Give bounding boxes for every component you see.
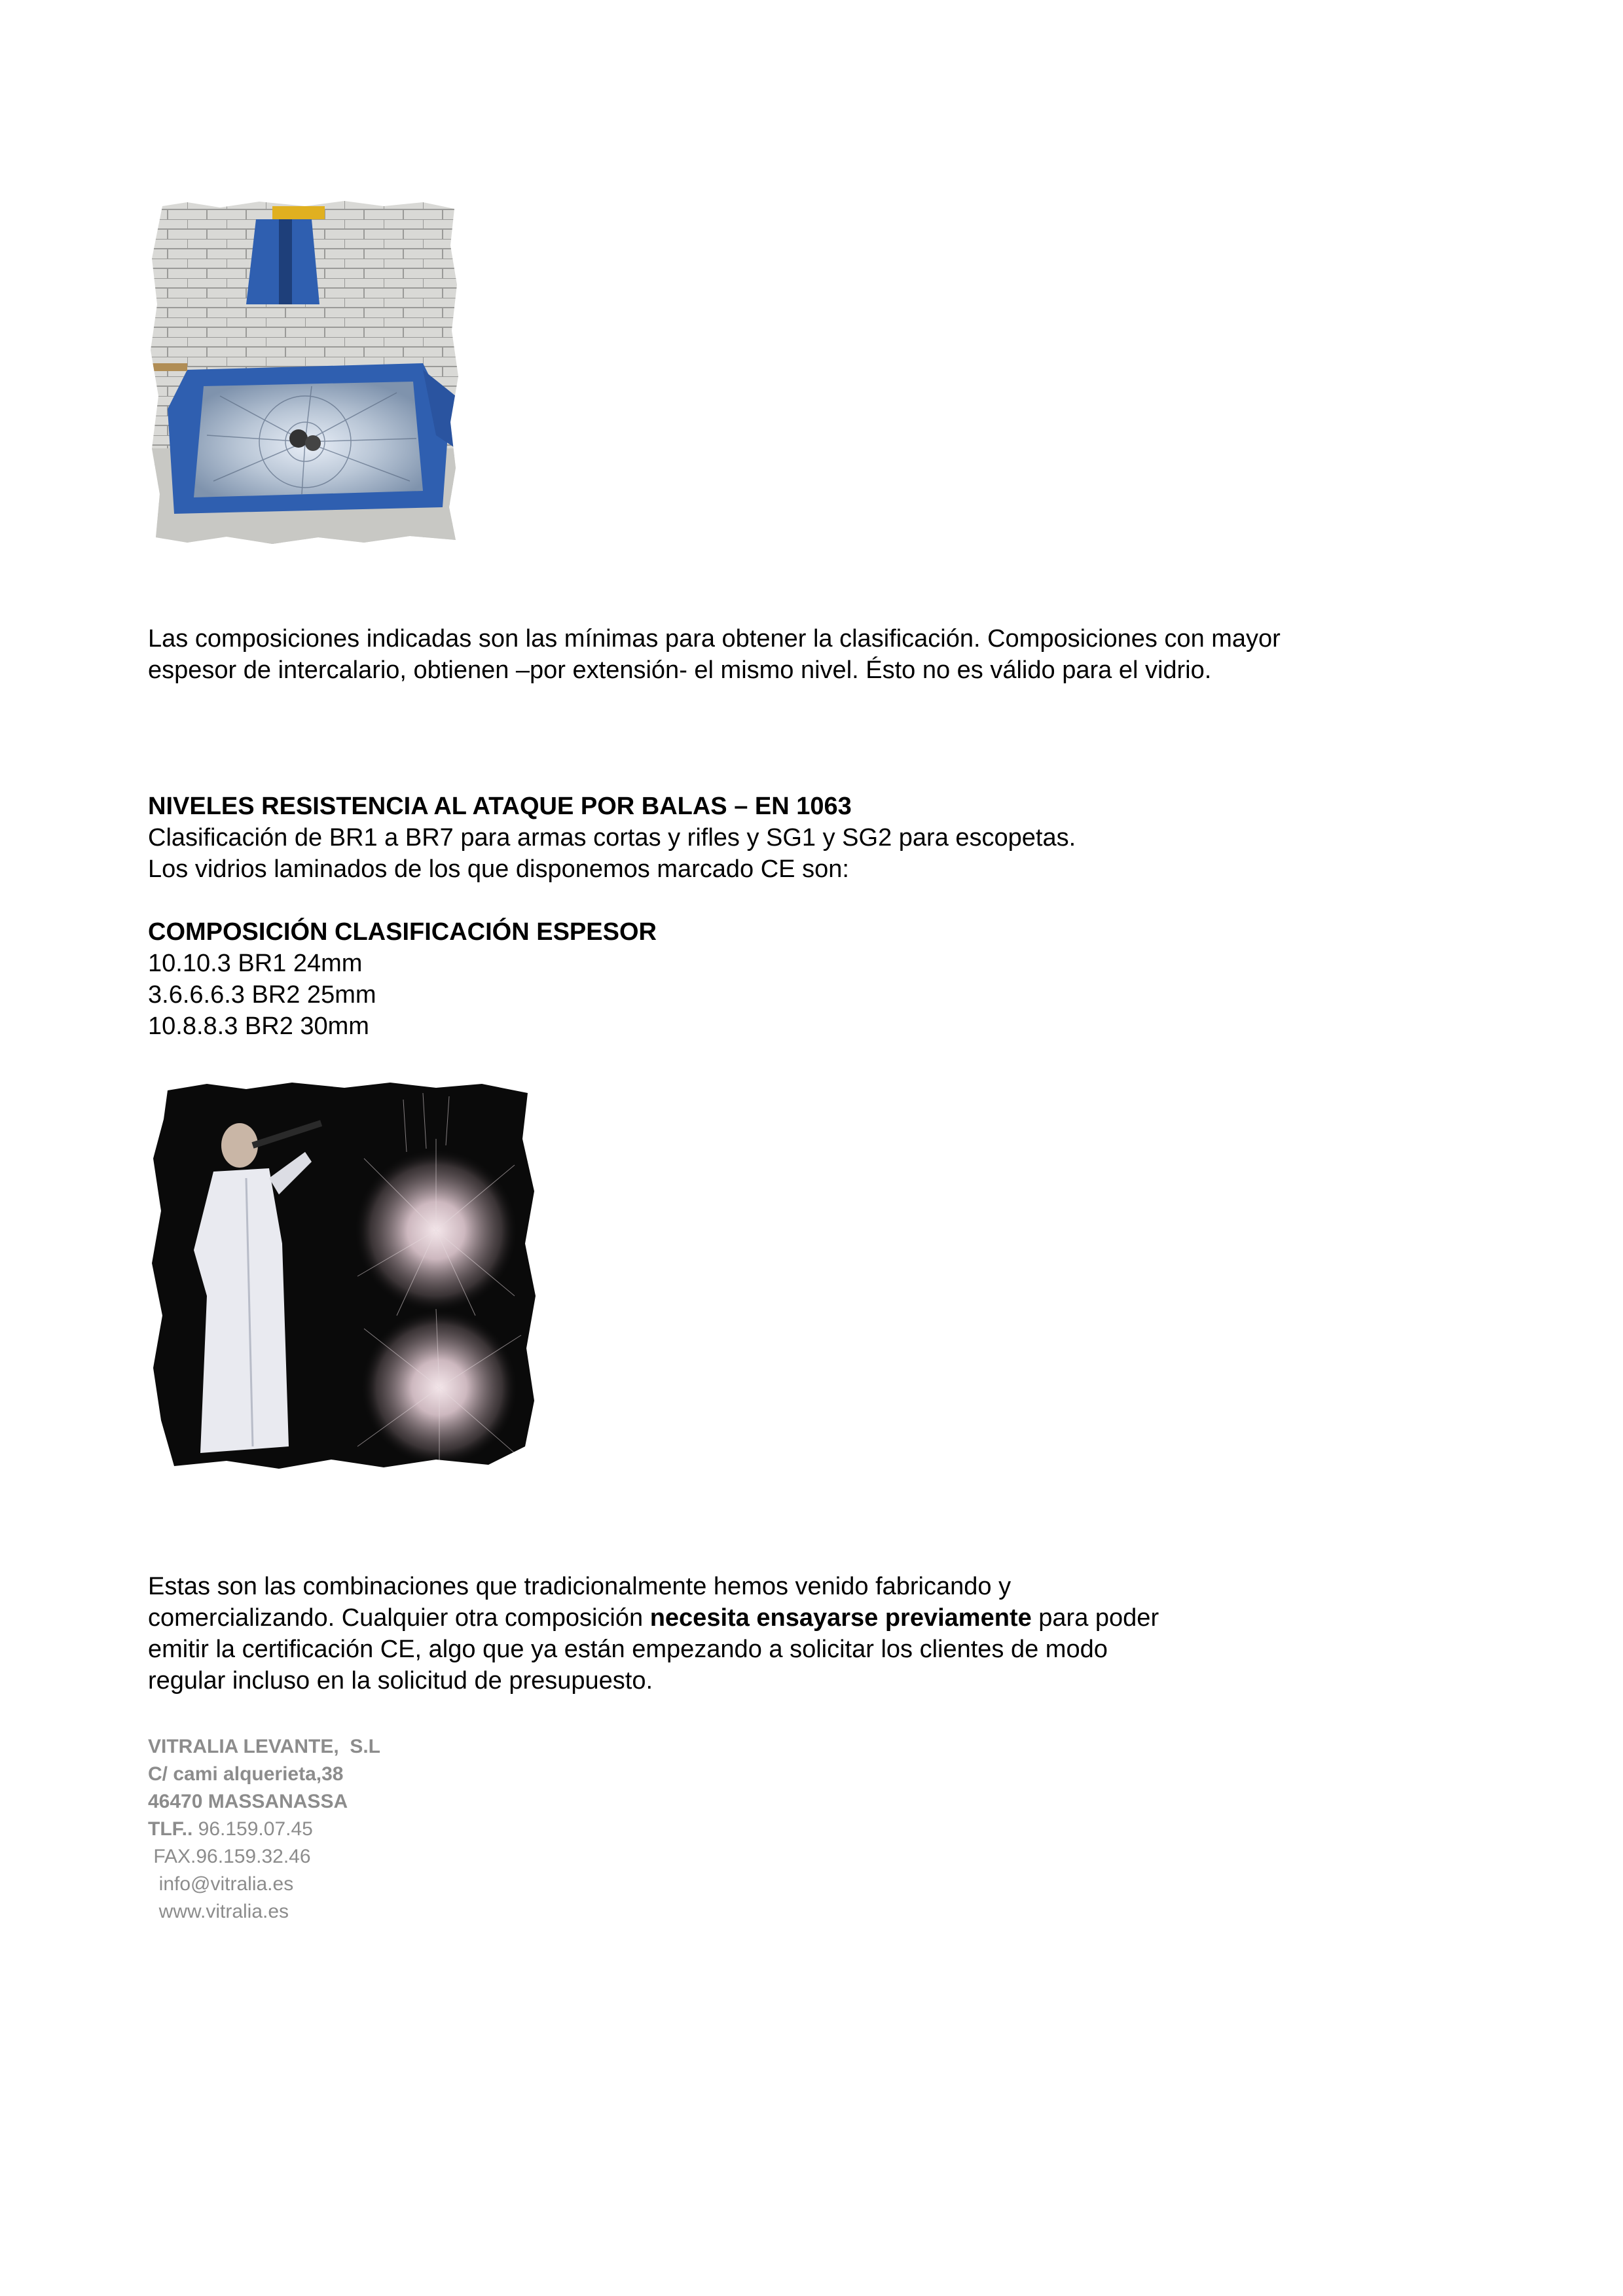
composition-table	[148, 916, 934, 1042]
closing-text	[148, 1571, 1169, 1696]
closing-text-part2: para poder emitir la certificación CE, algo que ya están empezando a solicitar los clientes de modo regular incluso en la solicitud de presupuesto.	[148, 1604, 1159, 1695]
intro-text: Las composiciones indicadas son las mínimas para obtener la clasificación. Composiciones con mayor espesor de intercalario, obtienen –por extensión- el mismo nivel. Ésto no es válido para el vidrio.	[148, 625, 1281, 684]
company-email[interactable]: info@vitralia.es	[148, 1873, 294, 1895]
company-street: C/ cami alquerieta,38	[148, 1763, 344, 1785]
company-fax: FAX.96.159.32.46	[148, 1846, 311, 1867]
company-footer	[148, 1733, 380, 1926]
table-row: 10.10.3 BR1 24mm	[148, 950, 363, 977]
closing-text-emphasis: necesita ensayarse previamente	[649, 1604, 1032, 1632]
section-heading: NIVELES RESISTENCIA AL ATAQUE POR BALAS – EN 1063	[148, 793, 852, 820]
closing-text-part1: Estas son las combinaciones que tradicionalmente hemos venido fabricando y comercializando. Cualquier otra composición	[148, 1573, 1012, 1632]
closing-paragraph	[148, 1571, 1169, 1696]
company-phone-line	[148, 1816, 380, 1843]
intro-paragraph	[148, 623, 1366, 686]
phone-label: TLF..	[148, 1818, 193, 1840]
section-ce-line: Los vidrios laminados de los que disponemos marcado CE son:	[148, 855, 849, 883]
ballistic-section	[148, 791, 1392, 885]
table-row: 3.6.6.6.3 BR2 25mm	[148, 981, 376, 1009]
table-row: 10.8.8.3 BR2 30mm	[148, 1013, 369, 1040]
company-city: 46470 MASSANASSA	[148, 1791, 348, 1812]
section-classification-line: Clasificación de BR1 a BR7 para armas cortas y rifles y SG1 y SG2 para escopetas.	[148, 824, 1076, 852]
bullet-test-photo	[148, 1080, 541, 1473]
impact-test-photo	[148, 200, 460, 547]
company-name: VITRALIA LEVANTE, S.L	[148, 1736, 381, 1757]
table-header: COMPOSICIÓN CLASIFICACIÓN ESPESOR	[148, 918, 657, 946]
phone-number: 96.159.07.45	[192, 1818, 313, 1840]
company-website[interactable]: www.vitralia.es	[148, 1901, 289, 1922]
